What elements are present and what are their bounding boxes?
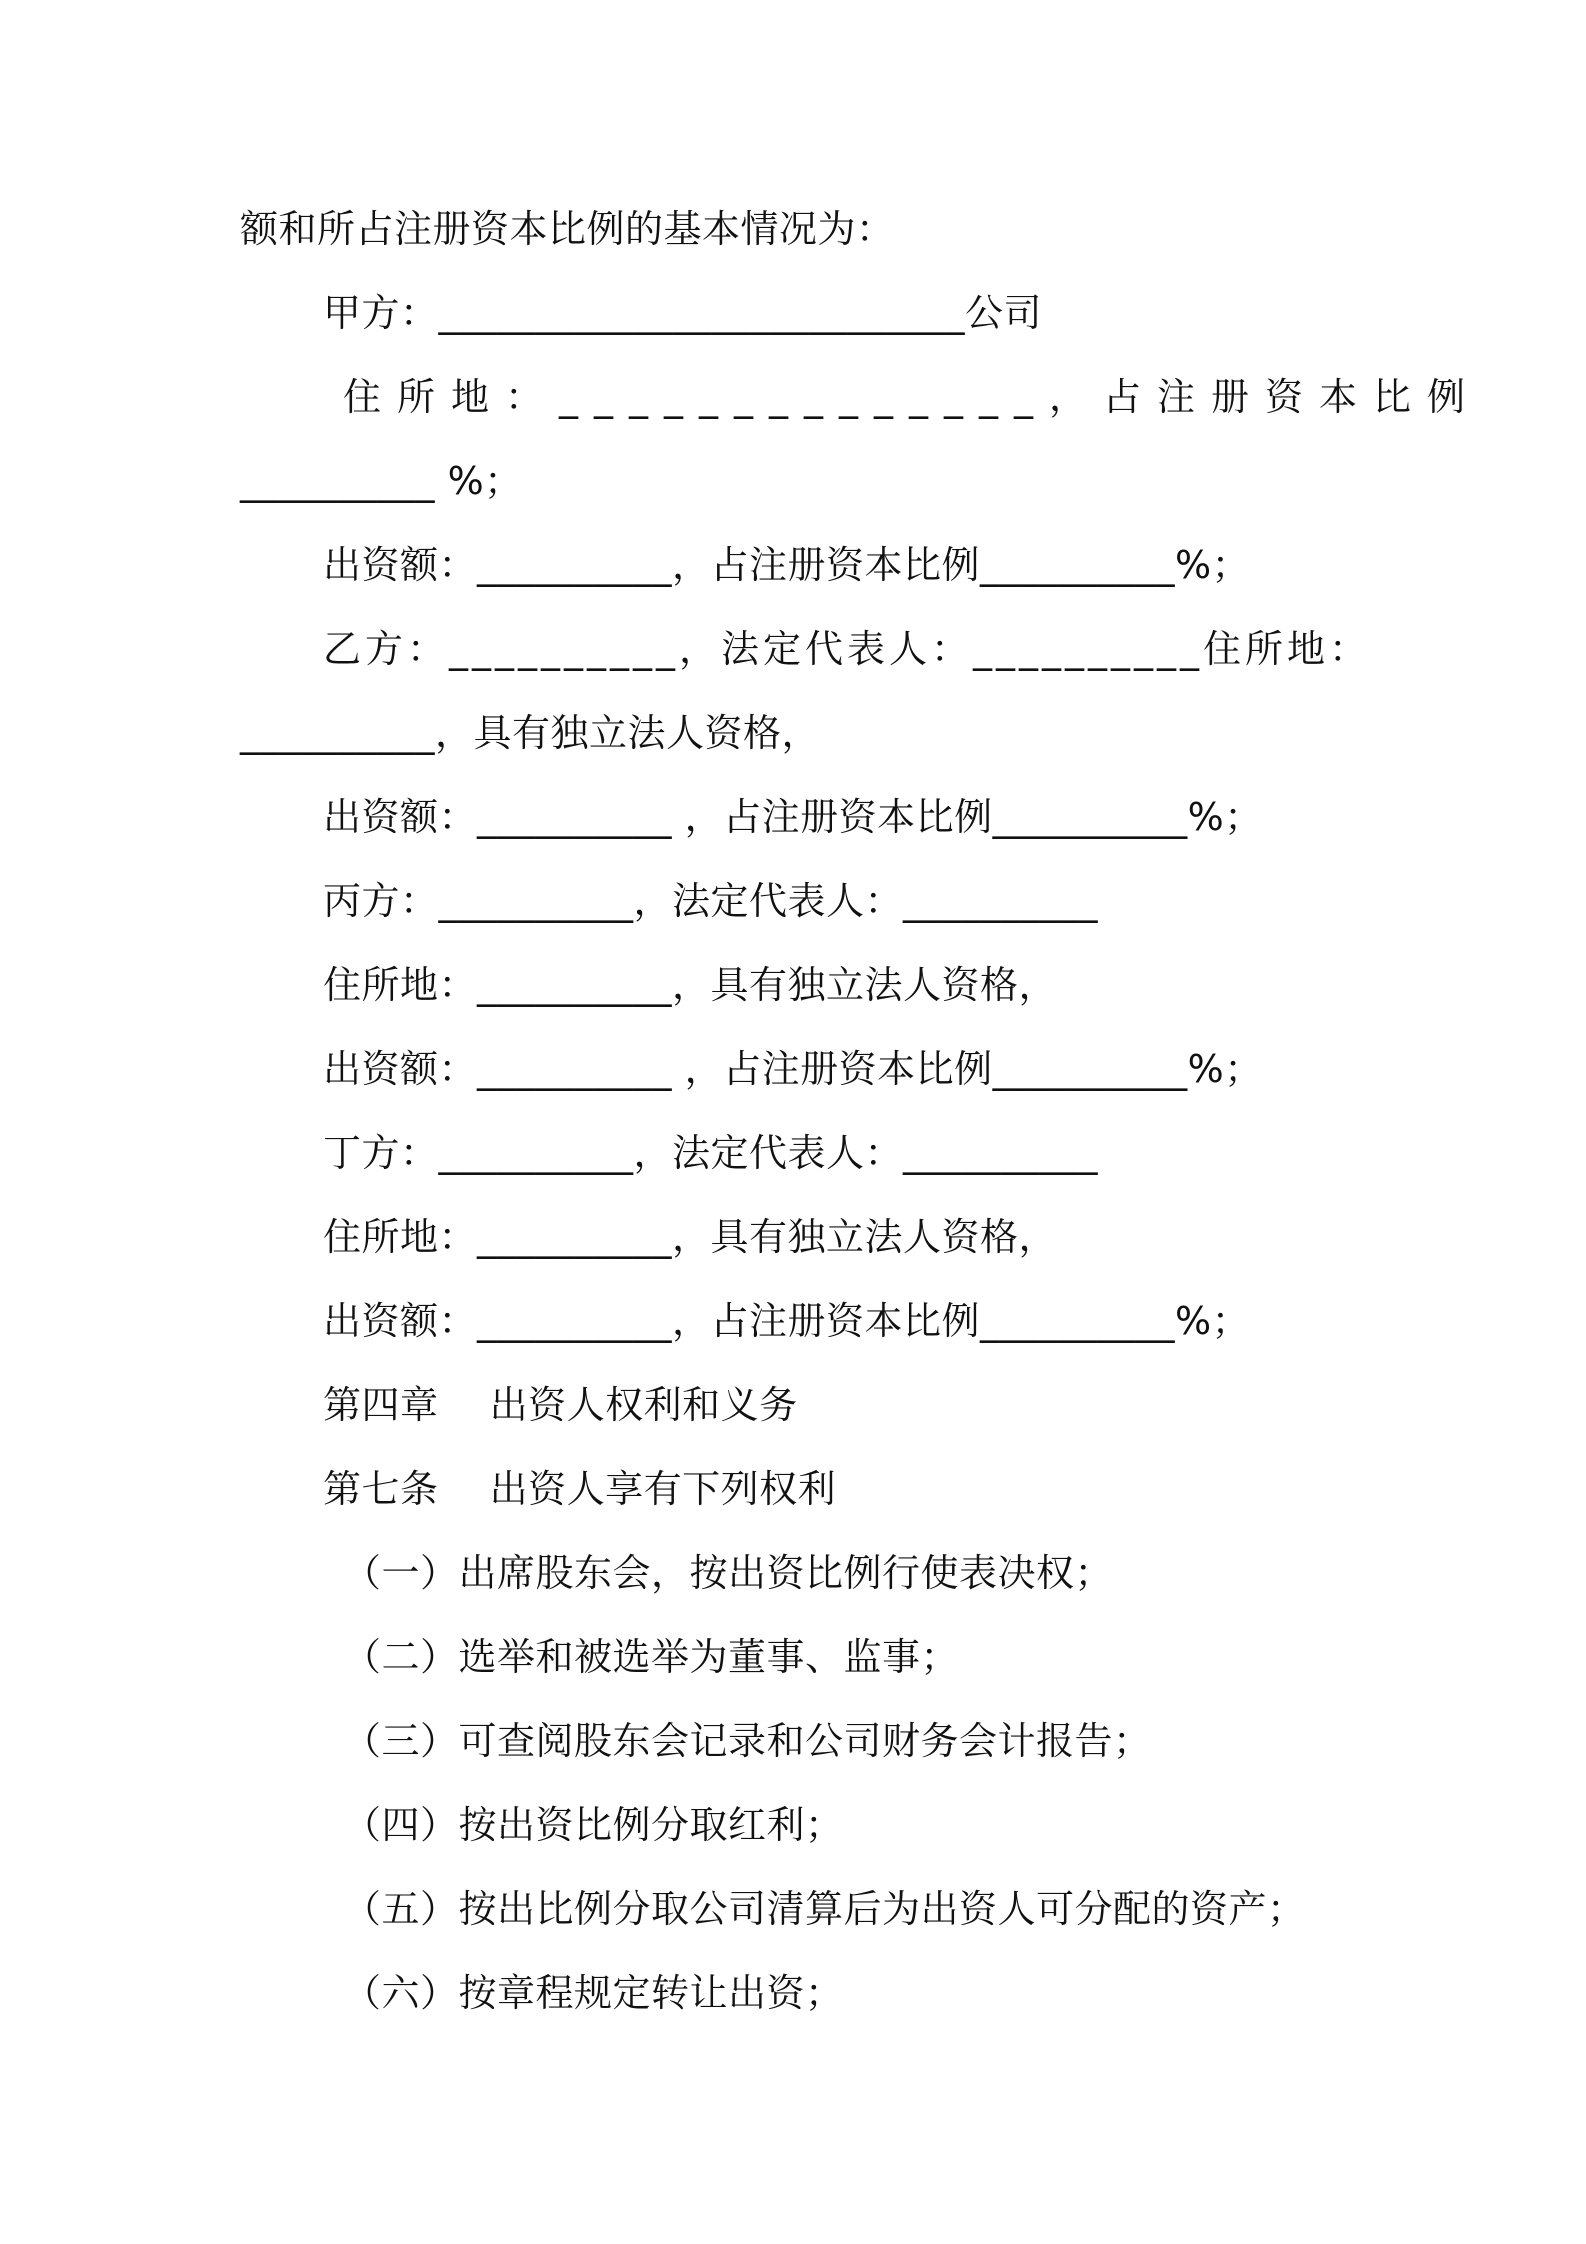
- text-line-party-c-address: 住所地：__________，具有独立法人资格，: [323, 963, 1058, 1007]
- text-line-party-c: 丙方：__________，法定代表人：__________: [323, 879, 1099, 923]
- text-line-party-d-address: 住所地：__________，具有独立法人资格，: [323, 1215, 1058, 1259]
- right-item-6: （六）按章程规定转让出资；: [343, 1971, 844, 2015]
- right-item-4: （四）按出资比例分取红利；: [343, 1803, 844, 1847]
- text-line-party-a-address: 住所地：______________，占注册资本比例: [343, 375, 1482, 419]
- text-line-party-a-capital: 出资额：__________，占注册资本比例__________%；: [323, 543, 1251, 587]
- text-line-party-b-capital: 出资额：__________ ，占注册资本比例__________%；: [323, 795, 1263, 839]
- text-line-party-a: 甲方：___________________________公司: [323, 291, 1043, 335]
- right-item-3: （三）可查阅股东会记录和公司财务会计报告；: [343, 1719, 1152, 1763]
- right-item-1: （一）出席股东会，按出资比例行使表决权；: [343, 1551, 1114, 1595]
- text-line-intro: 额和所占注册资本比例的基本情况为：: [240, 207, 895, 251]
- text-line-party-a-ratio: __________ %；: [240, 459, 523, 503]
- article-heading: 第七条 出资人享有下列权利: [323, 1467, 837, 1511]
- text-line-party-d-capital: 出资额：__________，占注册资本比例__________%；: [323, 1299, 1251, 1343]
- text-line-party-c-capital: 出资额：__________ ，占注册资本比例__________%；: [323, 1047, 1263, 1091]
- text-line-party-d: 丁方：__________，法定代表人：__________: [323, 1131, 1099, 1175]
- text-line-party-b: 乙方：__________，法定代表人：__________住所地：: [323, 627, 1372, 671]
- chapter-heading: 第四章 出资人权利和义务: [323, 1383, 798, 1427]
- text-line-party-b-status: __________，具有独立法人资格，: [240, 711, 821, 755]
- right-item-2: （二）选举和被选举为董事、监事；: [343, 1635, 960, 1679]
- right-item-5: （五）按出比例分取公司清算后为出资人可分配的资产；: [343, 1887, 1306, 1931]
